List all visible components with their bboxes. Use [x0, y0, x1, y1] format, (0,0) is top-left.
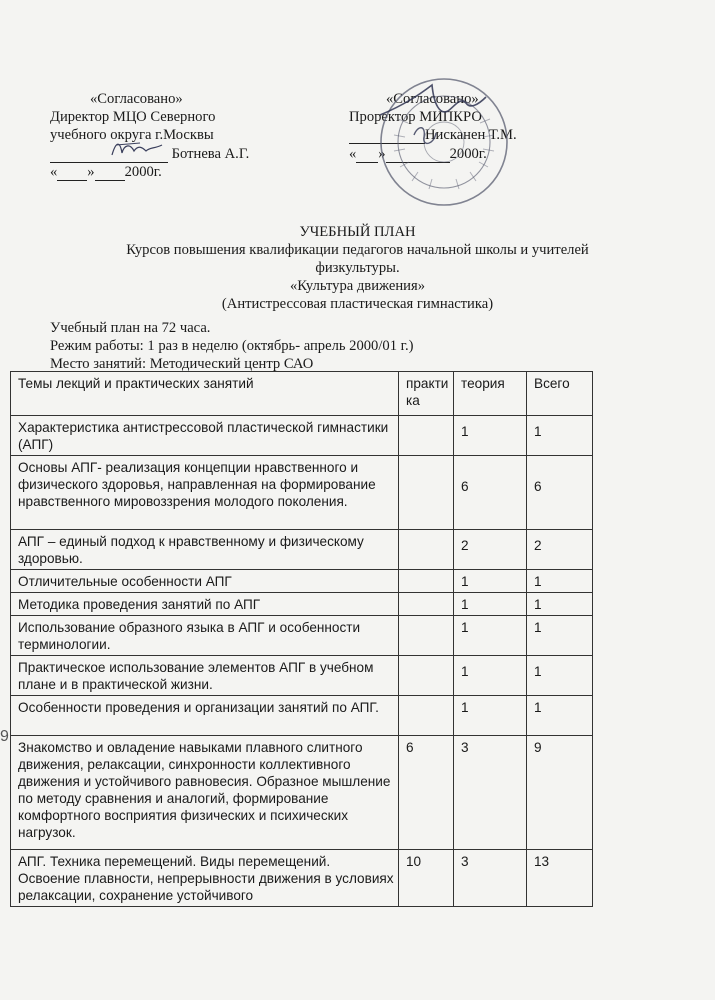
table-row: Знакомство и овладение навыками плавного слитного движения, релаксации, синхронности коллективного движения и устойчивого равновесия. Образное мышление по методу сравнения и аналогий, формирование комфортного восприятия физических и психических нагрузок. 6 3 9	[11, 736, 593, 850]
curriculum-table	[10, 371, 593, 907]
info-hours: Учебный план на 72 часа.	[50, 320, 211, 336]
approval-left-heading: «Согласовано»	[90, 91, 183, 107]
course-name: «Культура движения»	[290, 278, 425, 294]
info-place: Место занятий: Методический центр САО	[50, 356, 314, 372]
table-row: Использование образного языка в АПГ и особенности терминологии. 1 1	[11, 616, 593, 656]
document-title: УЧЕБНЫЙ ПЛАН	[299, 224, 416, 240]
approval-left-date: « » 2000г.	[50, 164, 162, 180]
table-row: Практическое использование элементов АПГ в учебном плане и в практической жизни. 1 1	[11, 656, 593, 696]
document-subtitle-line1: Курсов повышения квалификации педагогов начальной школы и учителей	[126, 242, 589, 258]
header-topic: Темы лекций и практических занятий	[11, 372, 399, 416]
course-subname: (Антистрессовая пластическая гимнастика)	[221, 296, 494, 312]
document-subtitle-line2: физкультуры.	[315, 260, 400, 276]
table-row: Характеристика антистрессовой пластической гимнастики (АПГ) 1 1	[11, 416, 593, 456]
margin-handwritten-mark: 9	[0, 728, 9, 745]
table-header-row	[11, 372, 593, 416]
info-schedule: Режим работы: 1 раз в неделю (октябрь- апрель 2000/01 г.)	[50, 338, 414, 354]
approval-left-signature-line	[50, 146, 249, 163]
handwritten-signature-left	[50, 139, 168, 161]
header-practice: практика	[399, 372, 454, 416]
approval-right-signer: Нисканен Т.М.	[425, 127, 517, 143]
approval-left-position: Директор МЦО Северного	[50, 109, 216, 125]
table-row: АПГ – единый подход к нравственному и физическому здоровью. 2 2	[11, 530, 593, 570]
table-row: АПГ. Техника перемещений. Виды перемещений. Освоение плавности, непрерывности движения в условиях релаксации, сохранение устойчивого 10 3 13	[11, 850, 593, 907]
header-total: Всего	[527, 372, 593, 416]
signature-left-line	[50, 147, 168, 163]
approval-left-org: учебного округа г.Москвы	[50, 127, 214, 143]
approval-right-year: 2000г.	[449, 146, 487, 162]
approval-right-heading: «Согласовано»	[386, 91, 479, 107]
table-row: Особенности проведения и организации занятий по АПГ. 1 1	[11, 696, 593, 736]
header-theory: теория	[454, 372, 527, 416]
table-row: Основы АПГ- реализация концепции нравственного и физического здоровья, направленная на формирование нравственного мировоззрения молодого поколения. 6 6	[11, 456, 593, 530]
official-stamp-icon	[374, 75, 514, 210]
approval-right-position: Проректор МИПКРО	[349, 109, 482, 125]
approval-right-date: « » 2000г.	[349, 146, 487, 162]
table-row: Отличительные особенности АПГ 1 1	[11, 570, 593, 593]
approval-left-year: 2000г.	[124, 164, 162, 180]
table-row: Методика проведения занятий по АПГ 1 1	[11, 593, 593, 616]
approval-left-signer: Ботнева А.Г.	[171, 146, 250, 162]
